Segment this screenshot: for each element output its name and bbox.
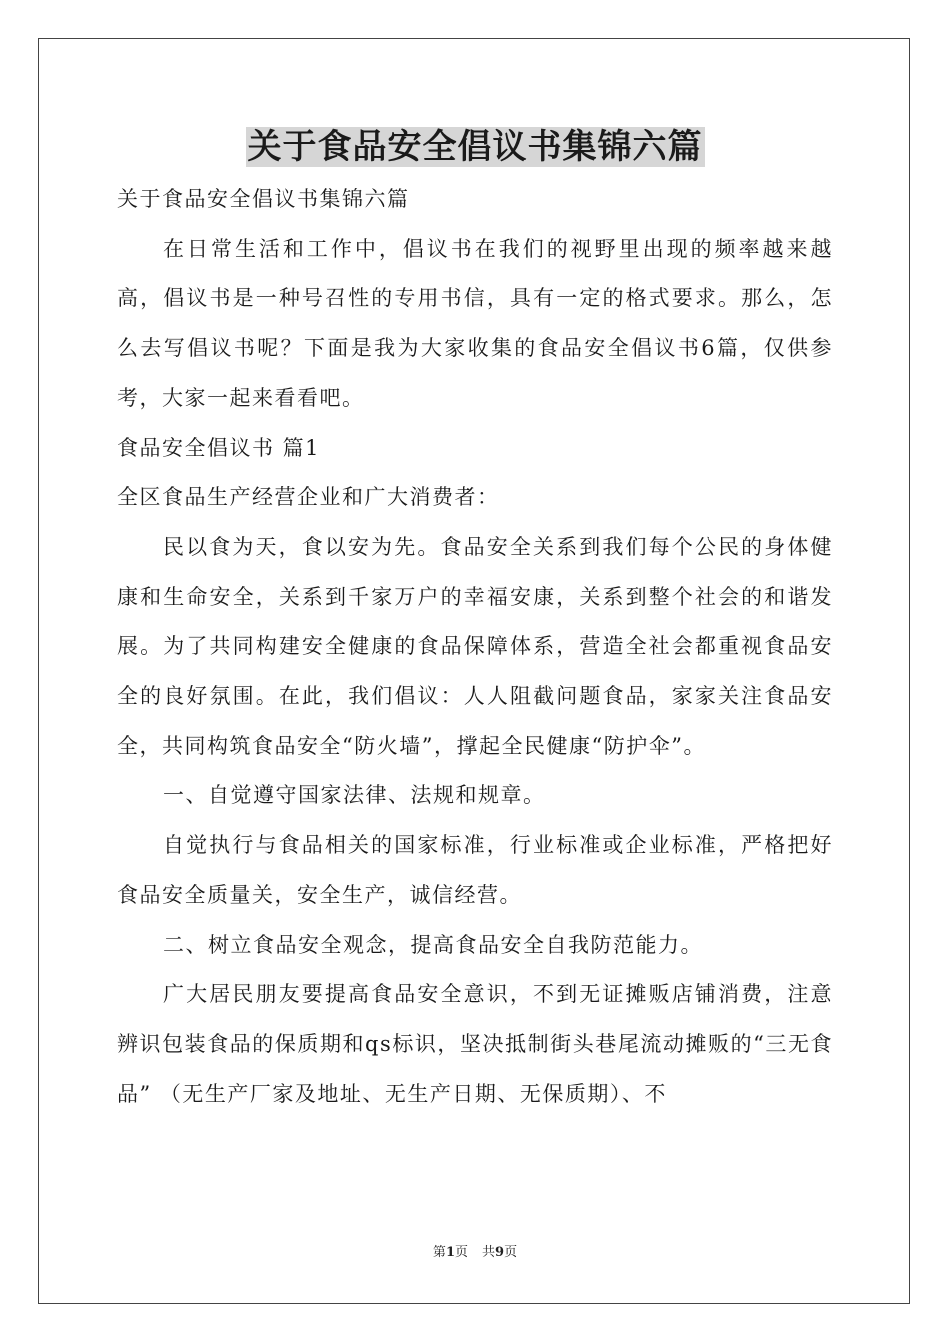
document-body — [117, 175, 833, 1119]
body-paragraph: 自觉执行与食品相关的国家标准，行业标准或企业标准，严格把好食品安全质量关，安全生产，诚信经营。 — [117, 833, 833, 907]
intro-paragraph: 在日常生活和工作中，倡议书在我们的视野里出现的频率越来越高，倡议书是一种号召性的专用书信，具有一定的格式要求。那么，怎么去写倡议书呢？下面是我为大家收集的食品安全倡议书6篇，仅供参考，大家一起来看看吧。 — [117, 236, 833, 410]
body-paragraph: 民以食为天，食以安为先。食品安全关系到我们每个公民的身体健康和生命安全，关系到千家万户的幸福安康，关系到整个社会的和谐发展。为了共同构建安全健康的食品保障体系，营造全社会都重视食品安全的良好氛围。在此，我们倡议：人人阻截问题食品，家家关注食品安全，共同构筑食品安全“防火墙”，撑起全民健康“防护伞”。 — [117, 534, 833, 758]
item-heading-2: 二、树立食品安全观念，提高食品安全自我防范能力。 — [163, 932, 703, 957]
total-suffix: 页 — [504, 1245, 518, 1260]
body-paragraph: 广大居民朋友要提高食品安全意识，不到无证摊贩店铺消费，注意辨识包装食品的保质期和qs标识，坚决抵制街头巷尾流动摊贩的“三无食品” （无生产厂家及地址、无生产日期、无保质期）、不 — [117, 982, 833, 1106]
section-heading: 食品安全倡议书 篇1 — [117, 435, 321, 460]
salutation-paragraph: 全区食品生产经营企业和广大消费者： — [117, 485, 500, 510]
page-suffix: 页 — [454, 1245, 468, 1260]
page-footer — [0, 1244, 950, 1262]
item-heading-1: 一、自觉遵守国家法律、法规和规章。 — [163, 783, 546, 808]
total-prefix: 共 — [482, 1245, 496, 1260]
subtitle-paragraph: 关于食品安全倡议书集锦六篇 — [117, 187, 410, 211]
page-total: 9 — [495, 1245, 505, 1260]
page-current: 1 — [445, 1245, 455, 1260]
page-prefix: 第 — [432, 1245, 446, 1260]
document-title — [0, 124, 950, 170]
document-title-text: 关于食品安全倡议书集锦六篇 — [247, 127, 703, 167]
